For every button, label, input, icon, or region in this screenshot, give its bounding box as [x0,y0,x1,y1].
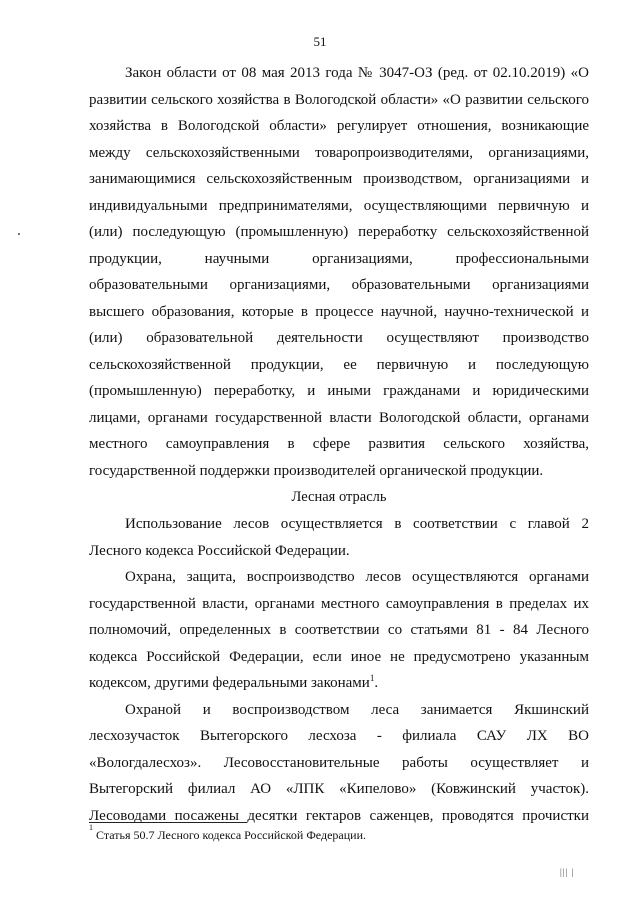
para3-line: Охрана, защита, воспроизводство лесов осуществляются органами [125,569,589,585]
footnote [89,823,366,842]
para3-line: кодекса Российской Федерации, если иное не предусмотрено указанным [89,648,589,665]
para4-line: «Вологдалесхоз». Лесовосстановительные работы осуществляет и [89,754,589,771]
footnote-separator [89,822,247,823]
para2-line: Лесного кодекса Российской Федерации. [89,542,350,559]
para1-line: образовательными организациями, образовательными организациями [89,277,589,293]
para1-line: лицами, органами государственной власти Вологодской области, органами [89,409,589,426]
para1-line: хозяйства в Вологодской области» регулирует отношения, возникающие [89,118,589,134]
para3-line: полномочий, определенных в соответствии со статьями 81 - 84 Лесного [89,622,589,638]
section-heading: Лесная отрасль [291,489,387,505]
para2-line: Использование лесов осуществляется в соответствии с главой 2 [125,516,589,532]
para1-line: Закон области от 08 мая 2013 года № 3047-ОЗ (ред. от 02.10.2019) «О [125,65,589,81]
para4-line: Лесоводами посажены десятки гектаров саженцев, проводятся прочистки [89,807,589,824]
footnote-reference[interactable]: 1 [369,673,375,683]
document-body [89,60,589,829]
para1-line: сельскохозяйственной продукции, ее первичную и последующую [89,356,589,373]
para1-line: местного самоуправления в сфере развития сельского хозяйства, [89,436,589,452]
para3-last-line: кодексом, другими федеральными законами$^1$. [89,673,379,691]
para1-line: (или) образовательной деятельности осуществляют производство [89,330,589,346]
para1-line: развитии сельского хозяйства в Вологодской области» «О развитии сельского [89,91,589,108]
para1-line: (или) последующую (промышленную) переработку сельскохозяйственной [89,224,589,240]
footnote-text: Статья 50.7 Лесного кодекса Российской Федерации. [96,828,366,842]
para3-line: государственной власти, органами местного самоуправления в пределах их [89,595,589,612]
corner-marks: ||| | [560,867,575,877]
para1-line: высшего образования, которые в процессе научной, научно-технической и [89,303,589,320]
para4-line: лесхозучасток Вытегорского лесхоза - филиала САУ ЛХ ВО [89,728,589,744]
para1-line: государственной поддержки производителей органической продукции. [89,462,544,479]
para4-line: Вытегорский филиал АО «ЛПК «Кипелово» (Ковжинский участок). [89,781,589,797]
scan-speck [18,233,20,235]
para1-line: (промышленную) переработку, и иными гражданами и юридическими [89,383,589,399]
para1-line: индивидуальными предпринимателями, осуществляющими первичную и [89,197,589,214]
para4-line: Охраной и воспроизводством леса занимается Якшинский [125,701,589,718]
para1-line: между сельскохозяйственными товаропроизводителями, организациями, [89,144,589,161]
page-number: 51 [313,34,327,49]
para1-line: продукции, научными организациями, профессиональными [89,250,589,267]
para3-line: кодексом, другими федеральными законами [89,675,370,691]
para1-line: занимающимися сельскохозяйственным производством, организациями и [89,171,589,187]
footnote-mark: 1 [89,823,93,832]
